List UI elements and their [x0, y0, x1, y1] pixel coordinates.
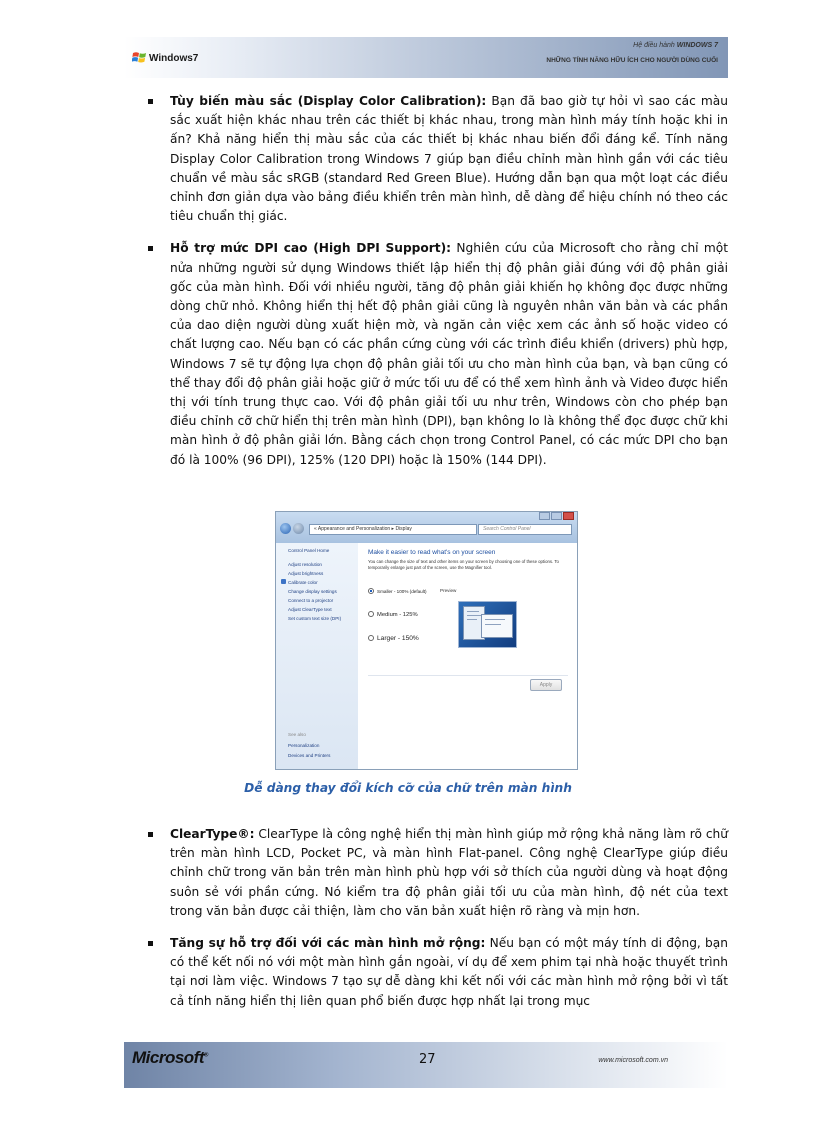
- content-upper: [148, 92, 728, 483]
- item-text: ClearType là công nghệ hiển thị màn hình giúp mở rộng khả năng làm rõ chữ trên màn hình LCD, Pocket PC, và màn hình Flat-panel. Công nghệ ClearType giúp điều chỉnh chữ trong văn bản trên màn hình phù hợp với sở thích của người dùng và hoạt động suôn sẻ với phần cứng. Nó kiểm tra độ phân giải tối ưu của màn hình, độ nét của text trong văn bản được cải thiện, làm cho văn bản xuất hiện rõ ràng và mịn hơn.: [170, 827, 728, 918]
- address-bar: « Appearance and Personalization ▸ Display: [309, 524, 477, 535]
- sidebar-link: Connect to a projector: [288, 598, 334, 603]
- windows7-logo-text: Windows7: [149, 53, 199, 64]
- see-also-label: See also: [288, 732, 306, 737]
- page-number: 27: [419, 1052, 436, 1067]
- sidebar-link: Adjust resolution: [288, 562, 322, 567]
- screenshot-sidebar: [276, 543, 358, 769]
- option-smaller: Smaller - 100% (default): [368, 588, 427, 594]
- header-os-name: WINDOWS 7: [676, 42, 718, 49]
- panel-description: You can change the size of text and other items on your screen by choosing one of these options. To temporarily enlarge just part of the screen, use the Magnifier tool.: [368, 559, 559, 570]
- item-text: Nghiên cứu của Microsoft cho rằng chỉ một nửa những người sử dụng Windows thiết lập hiển thị độ phân giải đúng với độ phân giải gốc của màn hình. Đối với nhiều người, tăng độ phân giải khiến họ không đọc được những dòng chữ nhỏ. Không hiển thị hết độ phân giải cũng là nguyên nhân văn bản và các phần của dao diện người dùng xuất hiện mờ, và ngăn cản việc xem các ảnh số hoặc video có chất lượng cao. Nếu bạn có các phần cứng cùng với các trình điều khiển (drivers) phù hợp, Windows 7 sẽ tự động lựa chọn độ phân giải tối ưu cho màn hình của bạn, và bạn cũng có thể thay đổi độ phân giải hoặc giữ ở mức tối ưu để có thể xem hình ảnh và Video được hiển thị với tính trung thực cao. Với độ phân giải tối ưu như trên, Windows còn cho phép bạn điều chỉnh cỡ chữ hiển thị trên màn hình (DPI), bạn không lo là không thể đọc được chữ khi màn hình ở độ phân giải lớn. Bằng cách chọn trong Control Panel, có các mức DPI cho bạn đó là 100% (96 DPI), 125% (120 DPI) hoặc là 150% (144 DPI).: [170, 241, 728, 467]
- content-lower: [148, 825, 728, 1024]
- maximize-icon: [551, 512, 562, 520]
- bullet-icon: [148, 246, 153, 251]
- bullet-item-high-dpi: [148, 239, 728, 469]
- sidebar-link: Calibrate color: [288, 580, 318, 585]
- sidebar-home-link: Control Panel Home: [288, 548, 330, 553]
- radio-selected-icon: [368, 588, 374, 594]
- window-controls: [538, 512, 574, 521]
- search-box: Search Control Panel: [478, 524, 572, 535]
- bullet-icon: [148, 941, 153, 946]
- sidebar-link: Adjust brightness: [288, 571, 324, 576]
- item-title: Hỗ trợ mức DPI cao (High DPI Support):: [170, 241, 452, 256]
- header-subtitle: Hệ điều hành WINDOWS 7: [633, 42, 718, 49]
- item-text: Nếu bạn có một máy tính di động, bạn có thể kết nối nó với một màn hình gắn ngoài, ví dụ để xem phim tại nhà hoặc thuyết trình tại nơi làm việc. Windows 7 tạo sự dễ dàng khi kết nối với các màn hình mở rộng bởi vì tất cả tính năng hiển thị liên quan phổ biến được hợp nhất lại trong mục: [170, 936, 728, 1008]
- screenshot-main-panel: [358, 543, 577, 769]
- sidebar-link: Devices and Printers: [288, 753, 331, 758]
- preview-window: [481, 614, 513, 638]
- back-arrow-icon: [280, 523, 291, 534]
- radio-icon: [368, 611, 374, 617]
- screenshot-toolbar: [276, 512, 577, 543]
- shield-icon: [281, 579, 286, 584]
- preview-label: Preview: [440, 588, 457, 593]
- bullet-icon: [148, 99, 153, 104]
- option-medium: Medium - 125%: [368, 611, 418, 618]
- figure-caption: Dễ dàng thay đổi kích cỡ của chữ trên màn hình: [244, 781, 572, 795]
- footer-url: www.microsoft.com.vn: [598, 1057, 668, 1064]
- bullet-icon: [148, 832, 153, 837]
- sidebar-link: Change display settings: [288, 589, 337, 594]
- forward-arrow-icon: [293, 523, 304, 534]
- registered-icon: ®: [204, 1052, 208, 1059]
- item-title: Tùy biến màu sắc (Display Color Calibration):: [170, 94, 487, 108]
- radio-icon: [368, 635, 374, 641]
- bullet-item-color-calibration: [148, 92, 728, 226]
- page-footer: [124, 1042, 728, 1088]
- bullet-item-cleartype: [148, 825, 728, 921]
- item-title: Tăng sự hỗ trợ đối với các màn hình mở rộng:: [170, 936, 486, 951]
- display-settings-screenshot: [275, 511, 578, 770]
- panel-title: Make it easier to read what's on your screen: [368, 549, 496, 556]
- windows7-logo: [132, 51, 198, 64]
- sidebar-link: Personalization: [288, 743, 320, 748]
- option-larger: Larger - 150%: [368, 635, 419, 642]
- sidebar-link: Adjust ClearType text: [288, 607, 332, 612]
- microsoft-logo: Microsoft®: [132, 1048, 208, 1067]
- minimize-icon: [539, 512, 550, 520]
- bullet-item-extended-displays: [148, 934, 728, 1011]
- header-title: NHỮNG TÍNH NĂNG HỮU ÍCH CHO NGƯỜI DÙNG CUỐI: [546, 57, 718, 64]
- item-title: ClearType®:: [170, 827, 255, 841]
- windows-flag-icon: [132, 51, 147, 64]
- close-icon: [563, 512, 574, 520]
- sidebar-link: Set custom text size (DPI): [288, 616, 342, 621]
- page-header: [124, 37, 728, 78]
- preview-image: [458, 601, 517, 648]
- item-text: Bạn đã bao giờ tự hỏi vì sao các màu sắc xuất hiện khác nhau trên các thiết bị khác nhau, trong màn hình máy tính hoặc khi in ấn? Khả năng hiển thị màu sắc của các thiết bị khác nhau biến đổi đáng kể. Tính năng Display Color Calibration trong Windows 7 giúp bạn điều chỉnh màn hình gần với các tiêu chuẩn về màu sắc sRGB (standard Red Green Blue). Hướng dẫn bạn qua một loạt các điều chỉnh đơn giản dựa vào bảng điều khiển trên màn hình, dễ dàng để hiệu chính nó theo các tiêu chuẩn thị giác.: [170, 94, 728, 224]
- apply-button: Apply: [530, 679, 562, 691]
